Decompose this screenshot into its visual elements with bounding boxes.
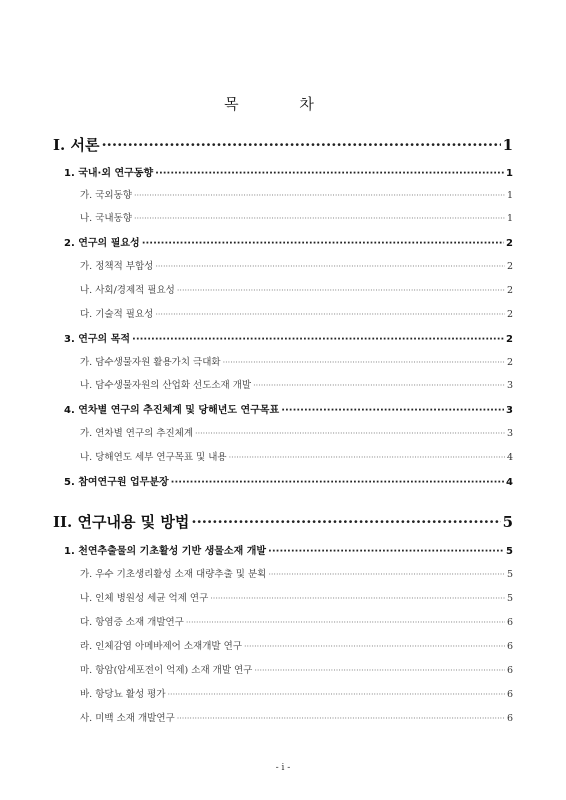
toc-subsection[interactable] (80, 638, 513, 652)
leader-dots (229, 453, 505, 462)
leader-dots (210, 594, 505, 603)
toc-page-number: 3 (506, 380, 513, 391)
leader-dots (223, 358, 505, 367)
toc-label: 나. 당해연도 세부 연구목표 및 내용 (80, 452, 227, 463)
leader-dots (155, 262, 505, 271)
toc-label: 나. 담수생물자원의 산업화 선도소재 개발 (80, 380, 252, 391)
leader-dots (155, 310, 505, 319)
toc-subsection[interactable] (80, 282, 513, 296)
leader-dots (142, 238, 504, 249)
toc-label: 가. 담수생물자원 활용가치 극대화 (80, 357, 221, 368)
toc-page-number: 2 (506, 334, 513, 345)
toc-page-number: 5 (506, 546, 513, 557)
toc-page-number: 6 (506, 617, 513, 628)
leader-dots (253, 381, 505, 390)
toc-subsection[interactable] (80, 614, 513, 628)
toc-label: 나. 사회/경제적 필요성 (80, 285, 175, 296)
page-footer-number: - i - (275, 763, 291, 773)
toc-section[interactable] (64, 401, 513, 416)
toc-label: 2. 연구의 필요성 (64, 238, 140, 249)
toc-section[interactable] (64, 234, 513, 249)
toc-page-number: 6 (506, 641, 513, 652)
leader-dots (171, 477, 504, 488)
toc-label: 가. 정책적 부합성 (80, 261, 154, 272)
toc-label: 4. 연차별 연구의 추진체계 및 당해년도 연구목표 (64, 405, 280, 416)
toc-page-number: 3 (506, 428, 513, 439)
toc-subsection[interactable] (80, 306, 513, 320)
toc-chapter[interactable] (53, 511, 513, 532)
toc-subsection[interactable] (80, 425, 513, 439)
toc-page-number: 1 (506, 168, 513, 179)
toc-label: 1. 국내·외 연구동향 (64, 168, 154, 179)
leader-dots (101, 136, 500, 154)
toc-subsection[interactable] (80, 187, 513, 201)
toc-label: 나. 인체 병원성 세균 억제 연구 (80, 593, 209, 604)
toc-label: 마. 항암(암세포전이 억제) 소재 개발 연구 (80, 665, 253, 676)
toc-page-number: 1 (506, 213, 513, 224)
toc-label: 가. 연차별 연구의 추진체계 (80, 428, 194, 439)
toc-label: 가. 국외동향 (80, 190, 132, 201)
toc-label: I. 서론 (53, 136, 100, 154)
toc-subsection[interactable] (80, 449, 513, 463)
toc-section[interactable] (64, 164, 513, 179)
leader-dots (134, 191, 505, 200)
toc-label: 5. 참여연구원 업무분장 (64, 477, 169, 488)
leader-dots (177, 286, 505, 295)
leader-dots (254, 666, 505, 675)
leader-dots (177, 714, 505, 723)
toc-page-number: 5 (502, 513, 513, 531)
toc-page-number: 6 (506, 713, 513, 724)
leader-dots (168, 690, 505, 699)
toc-subsection[interactable] (80, 662, 513, 676)
toc-page-number: 4 (506, 452, 513, 463)
leader-dots (195, 429, 505, 438)
leader-dots (134, 214, 505, 223)
toc-label: 다. 기술적 필요성 (80, 309, 154, 320)
leader-dots (244, 642, 505, 651)
toc-page-number: 5 (506, 593, 513, 604)
toc-subsection[interactable] (80, 710, 513, 724)
toc-subsection[interactable] (80, 258, 513, 272)
toc-subsection[interactable] (80, 377, 513, 391)
toc-page-number: 6 (506, 689, 513, 700)
toc-label: 다. 항염증 소재 개발연구 (80, 617, 184, 628)
toc-subsection[interactable] (80, 686, 513, 700)
toc-label: 1. 천연추출물의 기초활성 기반 생물소재 개발 (64, 546, 267, 557)
toc-subsection[interactable] (80, 566, 513, 580)
toc-page-number: 2 (506, 357, 513, 368)
leader-dots (132, 334, 504, 345)
leader-dots (155, 168, 504, 179)
toc-label: 가. 우수 기초생리활성 소재 대량추출 및 분획 (80, 569, 267, 580)
leader-dots (268, 570, 505, 579)
toc-page-number: 2 (506, 309, 513, 320)
toc-page-number: 1 (502, 136, 513, 154)
toc-label: 라. 인체감염 아메바제어 소재개발 연구 (80, 641, 242, 652)
toc-label: 나. 국내동향 (80, 213, 132, 224)
toc-label: 바. 항당뇨 활성 평가 (80, 689, 166, 700)
leader-dots (281, 405, 504, 416)
toc-label: 3. 연구의 목적 (64, 334, 131, 345)
toc-section[interactable] (64, 542, 513, 557)
toc-page-number: 1 (506, 190, 513, 201)
toc-subsection[interactable] (80, 210, 513, 224)
leader-dots (268, 546, 504, 557)
toc-title: 목 차 (224, 95, 342, 113)
toc-subsection[interactable] (80, 354, 513, 368)
toc-label: II. 연구내용 및 방법 (53, 513, 190, 531)
toc-page-number: 5 (506, 569, 513, 580)
leader-dots (186, 618, 505, 627)
toc-section[interactable] (64, 473, 513, 488)
toc-page-number: 2 (506, 285, 513, 296)
toc-section[interactable] (64, 330, 513, 345)
toc-page-number: 2 (506, 238, 513, 249)
toc-page-number: 3 (506, 405, 513, 416)
toc-subsection[interactable] (80, 590, 513, 604)
toc-label: 사. 미백 소재 개발연구 (80, 713, 175, 724)
toc-page-number: 6 (506, 665, 513, 676)
toc-page-number: 2 (506, 261, 513, 272)
toc-page-number: 4 (506, 477, 513, 488)
toc-chapter[interactable] (53, 134, 513, 155)
leader-dots (191, 513, 500, 531)
